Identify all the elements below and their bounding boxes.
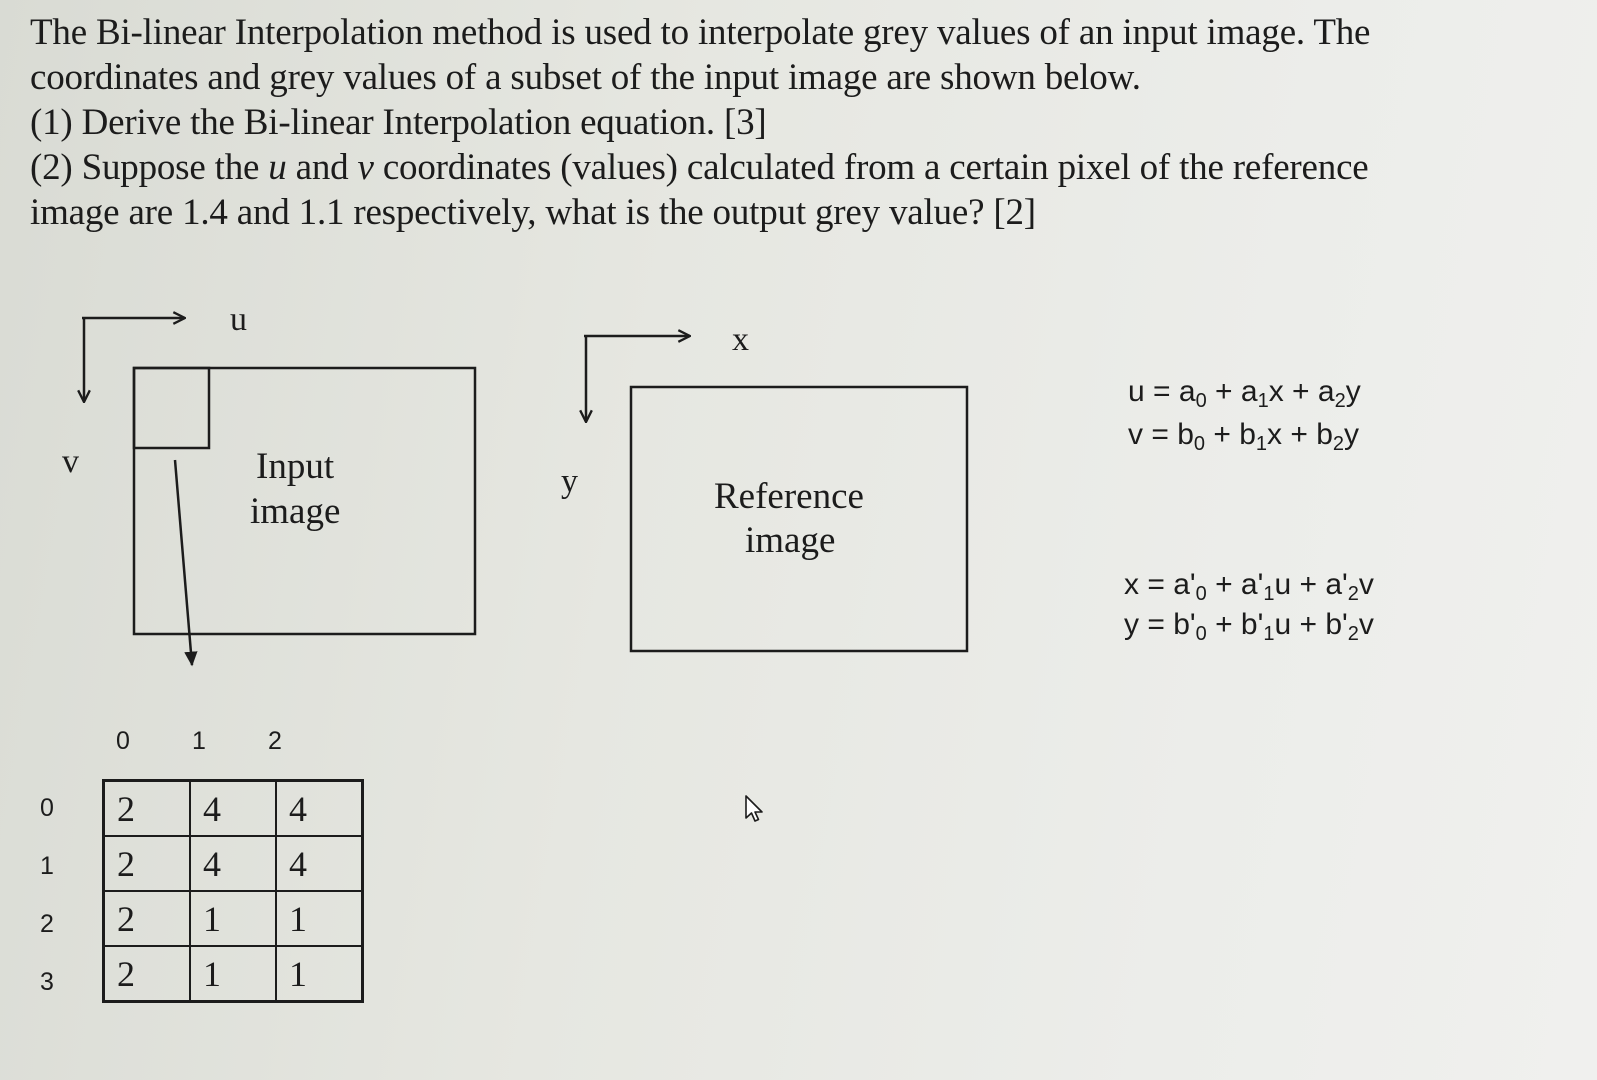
question-line-4-part-b: and (286, 147, 358, 188)
equation-v: $v = b_0 + b_1x + b_2y$ (1128, 418, 1359, 455)
y-axis-label: y (561, 463, 578, 500)
input-pixel-box (134, 368, 209, 448)
equation-u: $u = a_0 + a_1x + a_2y$ (1128, 375, 1361, 412)
input-image-label-line2: image (250, 491, 341, 532)
question-line-2: coordinates and grey values of a subset of the input image are shown below. (30, 57, 1141, 98)
grid-row-label: 0 (40, 794, 54, 822)
grid-col-label: 2 (268, 727, 282, 755)
grid-row (104, 836, 363, 891)
input-image-label-line1: Input (256, 446, 335, 487)
question-line-4-part-c: coordinates (values) calculated from a certain pixel of the reference (373, 147, 1369, 188)
mouse-cursor-icon (744, 794, 766, 824)
grid-cell: 2 (104, 891, 191, 946)
v-axis-label: v (62, 443, 79, 480)
question-line-1: The Bi-linear Interpolation method is used to interpolate grey values of an input image. The (30, 12, 1371, 53)
grid-row-label: 3 (40, 968, 54, 996)
reference-axes (561, 321, 749, 500)
input-image-diagram (134, 368, 475, 665)
grid-cell: 1 (190, 891, 276, 946)
reference-image-label-line2: image (745, 520, 836, 561)
question-v-symbol: v (357, 147, 374, 188)
grid-row-label: 1 (40, 852, 54, 880)
question-line-3: (1) Derive the Bi-linear Interpolation equation. [3] (30, 102, 767, 143)
grey-value-grid (102, 779, 364, 1003)
question-line-5: image are 1.4 and 1.1 respectively, what is the output grey value? [2] (30, 192, 1036, 233)
equation-x: $x = a'_0 + a'_1u + a'_2v$ (1124, 568, 1374, 605)
grid-cell: 1 (190, 946, 276, 1002)
grid-cell: 1 (276, 946, 363, 1002)
grid-cell: 4 (190, 836, 276, 891)
input-axes (62, 301, 247, 480)
grid-row-label: 2 (40, 910, 54, 938)
grid-cell: 1 (276, 891, 363, 946)
question-line-4-part-a: (2) Suppose the (30, 147, 269, 188)
grid-cell: 2 (104, 946, 191, 1002)
equation-y: $y = b'_0 + b'_1u + b'_2v$ (1124, 608, 1374, 645)
grid-row (104, 891, 363, 946)
grid-cell: 4 (276, 781, 363, 837)
reference-image-label-line1: Reference (714, 476, 864, 517)
grid-col-label: 1 (192, 727, 206, 755)
u-axis-label: u (230, 301, 247, 338)
grid-cell: 2 (104, 836, 191, 891)
equations (1124, 375, 1374, 645)
grid-row (104, 781, 363, 837)
reference-image-diagram (631, 387, 967, 651)
grid-cell: 4 (276, 836, 363, 891)
question-u-symbol: u (268, 147, 287, 188)
x-axis-label: x (732, 321, 749, 358)
reference-image-box (631, 387, 967, 651)
grid-col-label: 0 (116, 727, 130, 755)
grid-cell: 4 (190, 781, 276, 837)
grid-row (104, 946, 363, 1002)
grid-cell: 2 (104, 781, 191, 837)
